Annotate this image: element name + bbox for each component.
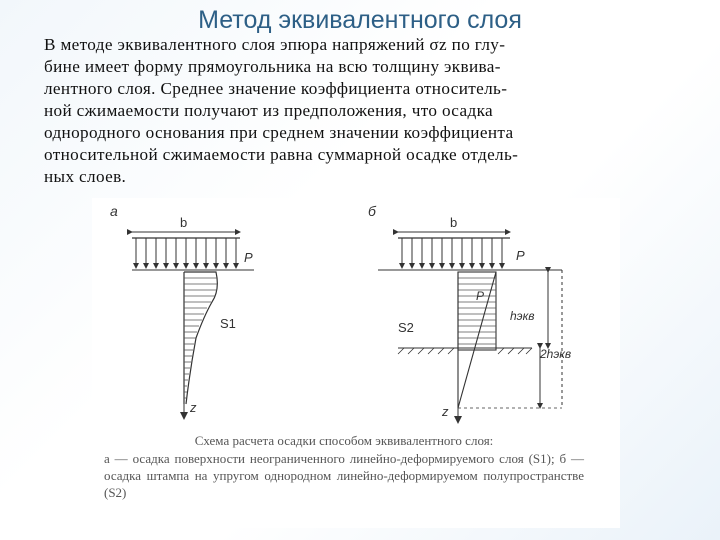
paragraph-line: В методе эквивалентного слоя эпюра напряжений σz по глу- bbox=[44, 35, 506, 54]
diagram-b-tag: б bbox=[368, 203, 376, 219]
paragraph-line: лентного слоя. Среднее значение коэффициента относитель- bbox=[44, 79, 508, 98]
caption-body: а — осадка поверхности неограниченного линейно-деформируемого слоя (S1); б — осадка штампа на упругом однородном линейно-деформируемом полупространстве (S2) bbox=[104, 451, 584, 500]
body-paragraph bbox=[44, 34, 636, 188]
width-label: b bbox=[180, 215, 188, 230]
width-label: b bbox=[450, 215, 458, 230]
diagram-a-tag: а bbox=[110, 203, 118, 219]
inner-load-label: P bbox=[476, 289, 485, 303]
z-axis-label: z bbox=[442, 404, 449, 419]
slide-title: Метод эквивалентного слоя bbox=[198, 6, 522, 34]
diagram-a bbox=[110, 203, 254, 416]
settlement-label-s1: S1 bbox=[220, 316, 236, 331]
paragraph-line: ных слоев. bbox=[44, 167, 127, 186]
ground-hatch bbox=[398, 348, 532, 354]
caption-title: Схема расчета осадки способом эквивалентного слоя: bbox=[194, 433, 494, 448]
layer-hatch bbox=[458, 278, 496, 344]
paragraph-line: ной сжимаемости получают из предположения, что осадка bbox=[44, 101, 493, 120]
z-axis-label: z bbox=[190, 400, 197, 415]
paragraph-line: относительной сжимаемости равна суммарной осадке отдель- bbox=[44, 145, 519, 164]
paragraph-line: бине имеет форму прямоугольника на всю толщину эквива- bbox=[44, 57, 501, 76]
diagram-b bbox=[368, 203, 571, 420]
settlement-label-s2: S2 bbox=[398, 320, 414, 335]
depth-label-2: 2hэкв bbox=[540, 347, 572, 361]
load-label: P bbox=[244, 250, 253, 265]
load-arrows bbox=[402, 238, 502, 268]
load-arrows bbox=[136, 238, 236, 268]
depth-label-1: hэкв bbox=[510, 309, 535, 323]
load-label: P bbox=[516, 248, 525, 263]
paragraph-line: однородного основания при среднем значении коэффициента bbox=[44, 123, 514, 142]
figure-caption bbox=[104, 432, 584, 501]
